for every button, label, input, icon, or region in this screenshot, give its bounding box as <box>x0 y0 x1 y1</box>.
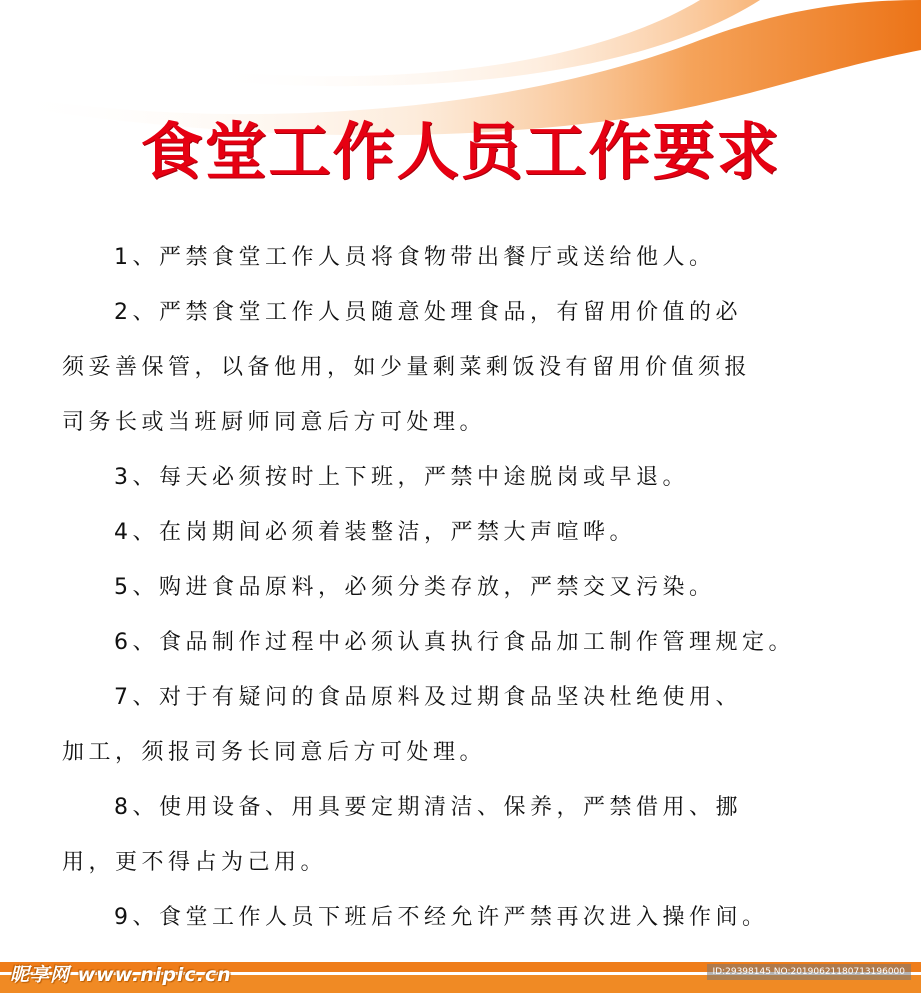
rule-item <box>62 230 862 285</box>
rule-line: 用，更不得占为己用。 <box>62 850 328 875</box>
rule-line: 9、食堂工作人员下班后不经允许严禁再次进入操作间。 <box>114 905 769 930</box>
rule-line: 1、严禁食堂工作人员将食物带出餐厅或送给他人。 <box>114 245 716 270</box>
rule-line: 3、每天必须按时上下班，严禁中途脱岗或早退。 <box>114 465 689 490</box>
rule-line: 加工，须报司务长同意后方可处理。 <box>62 740 487 765</box>
page-title: 食堂工作人员工作要求 <box>140 115 781 188</box>
rule-item <box>62 670 862 780</box>
rule-item <box>62 780 862 890</box>
rule-line: 司务长或当班厨师同意后方可处理。 <box>62 410 487 435</box>
rule-item <box>62 615 862 670</box>
watermark-logo: 昵享网 www.nipic.cn <box>10 964 232 986</box>
rule-line: 4、在岗期间必须着装整洁，严禁大声喧哗。 <box>114 520 636 545</box>
rules-list <box>62 230 862 945</box>
rule-item <box>62 285 862 450</box>
rule-line: 2、严禁食堂工作人员随意处理食品，有留用价值的必 <box>114 300 742 325</box>
rule-item <box>62 890 862 945</box>
watermark-id: ID:29398145 NO:20190621180713196000 <box>707 964 912 980</box>
rule-line: 8、使用设备、用具要定期清洁、保养，严禁借用、挪 <box>114 795 742 820</box>
rule-item <box>62 505 862 560</box>
rule-line: 7、对于有疑问的食品原料及过期食品坚决杜绝使用、 <box>114 685 742 710</box>
rule-line: 须妥善保管，以备他用，如少量剩菜剩饭没有留用价值须报 <box>62 355 752 380</box>
rule-line: 6、食品制作过程中必须认真执行食品加工制作管理规定。 <box>114 630 795 655</box>
rule-item <box>62 560 862 615</box>
rule-line: 5、购进食品原料，必须分类存放，严禁交叉污染。 <box>114 575 716 600</box>
rule-item <box>62 450 862 505</box>
